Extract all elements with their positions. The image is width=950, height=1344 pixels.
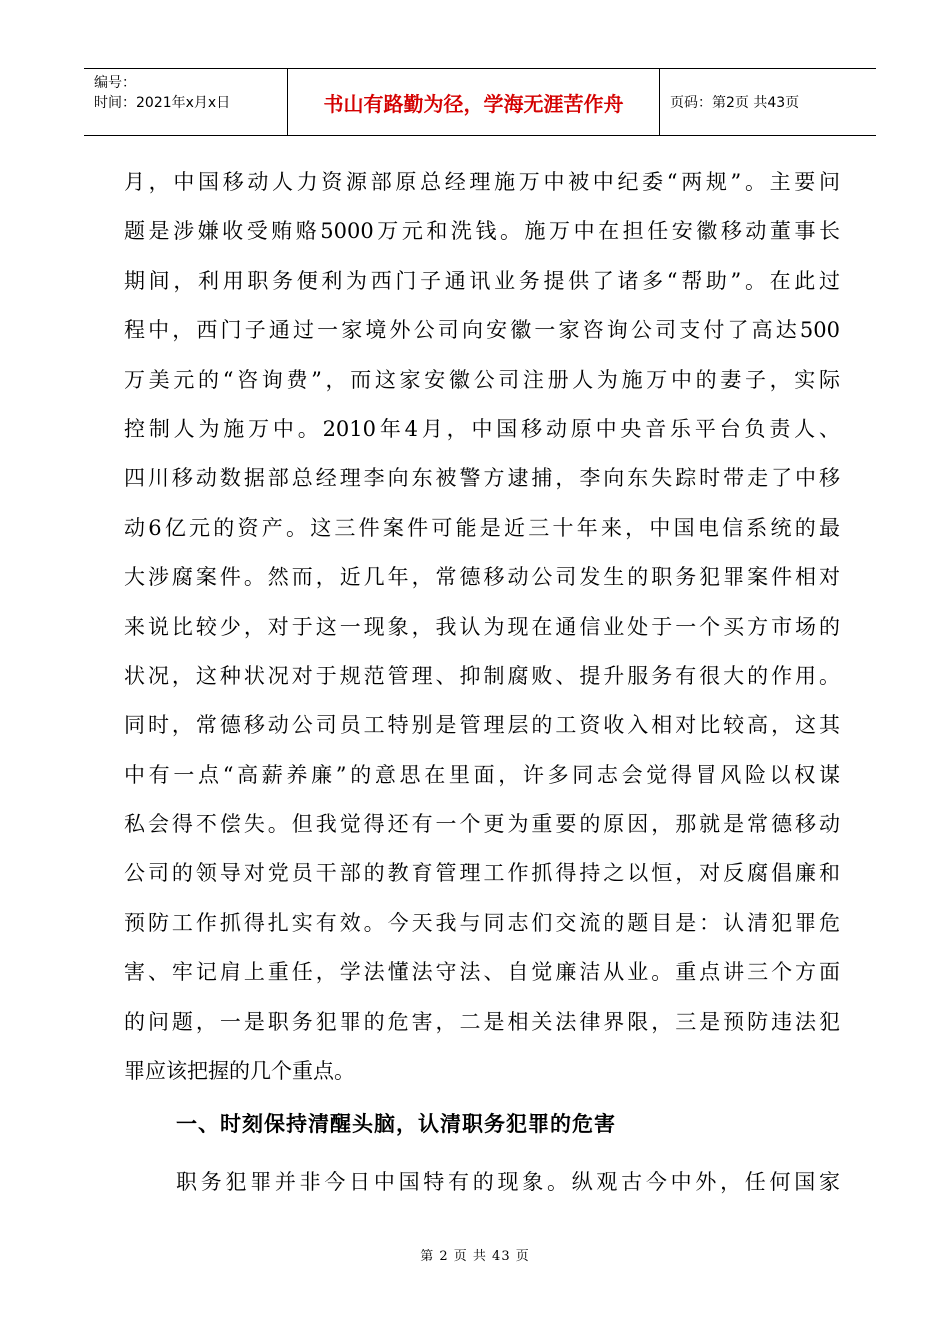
body-line: 四川移动数据部总经理李向东被警方逮捕，李向东失踪时带走了中移 [124,466,840,491]
body-line: 期间，利用职务便利为西门子通讯业务提供了诸多“帮助”。在此过 [124,268,840,293]
body-line: 程中，西门子通过一家境外公司向安徽一家咨询公司支付了高达500 [124,318,840,343]
body-line: 大涉腐案件。然而，近几年，常德移动公司发生的职务犯罪案件相对 [124,565,840,590]
body-line: 题是涉嫌收受贿赂5000万元和洗钱。施万中在担任安徽移动董事长 [124,219,840,244]
document-time-label: 时间：2021年x月x日 [94,95,231,111]
body-line: 中有一点“高薪养廉”的意思在里面，许多同志会觉得冒风险以权谋 [124,762,840,787]
body-line: 来说比较少，对于这一现象，我认为现在通信业处于一个买方市场的 [124,614,840,639]
section-heading: 一、时刻保持清醒头脑，认清职务犯罪的危害 [176,1112,616,1136]
header-motto: 书山有路勤为径，学海无涯苦作舟 [288,69,660,135]
body-line: 动6亿元的资产。这三件案件可能是近三十年来，中国电信系统的最 [124,515,840,540]
body-line: 罪应该把握的几个重点。 [124,1059,355,1084]
body-line: 控制人为施万中。2010年4月，中国移动原中央音乐平台负责人、 [124,416,840,441]
header-meta [84,69,288,135]
body-line: 害、牢记肩上重任，学法懂法守法、自觉廉洁从业。重点讲三个方面 [124,960,840,985]
body-line: 预防工作抓得扎实有效。今天我与同志们交流的题目是：认清犯罪危 [124,910,840,935]
body-line: 职务犯罪并非今日中国特有的现象。纵观古今中外，任何国家 [176,1170,840,1194]
header-page-number: 页码：第2页 共43页 [670,95,800,111]
body-line: 同时，常德移动公司员工特别是管理层的工资收入相对比较高，这其 [124,713,840,738]
body-line: 的问题，一是职务犯罪的危害，二是相关法律界限，三是预防违法犯 [124,1009,840,1034]
body-line: 公司的领导对党员干部的教育管理工作抓得持之以恒，对反腐倡廉和 [124,861,840,886]
page-footer: 第 2 页 共 43 页 [420,1249,530,1264]
body-line: 万美元的“咨询费”，而这家安徽公司注册人为施万中的妻子，实际 [124,367,840,392]
body-paragraph [124,158,840,1096]
document-number-label: 编号： [94,75,136,91]
body-line: 私会得不偿失。但我觉得还有一个更为重要的原因，那就是常德移动 [124,812,840,837]
body-line: 月，中国移动人力资源部原总经理施万中被中纪委“两规”。主要问 [124,170,840,194]
section-paragraph [124,1158,840,1207]
page-header [84,68,876,136]
body-line: 状况，这种状况对于规范管理、抑制腐败、提升服务有很大的作用。 [124,663,840,688]
